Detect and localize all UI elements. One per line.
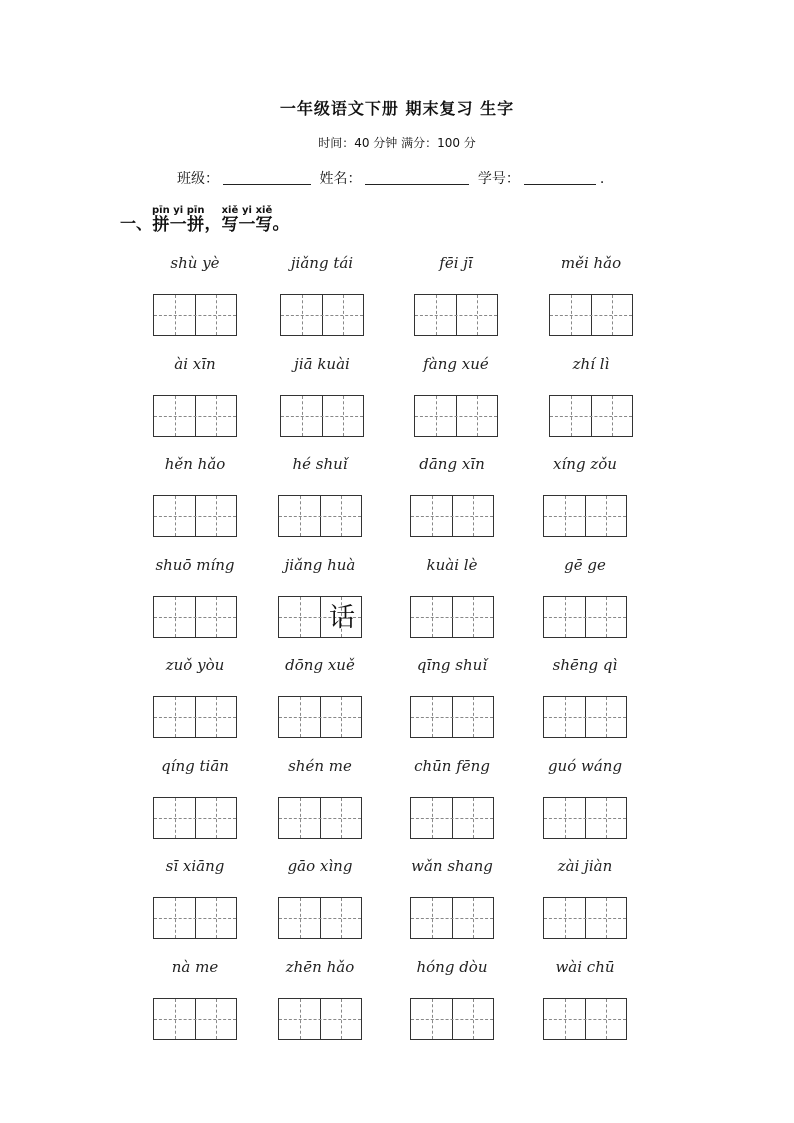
pinyin-prompt: gē ge [564,556,606,574]
pinyin-prompt: jiā kuài [294,355,350,373]
pinyin-prompt: ài xīn [174,355,216,373]
id-label: 学号： [477,171,520,187]
guide-line [154,818,236,819]
pinyin-prompt: shù yè [170,254,220,272]
pinyin-prompt: xíng zǒu [553,455,617,473]
section-number: 一、 [120,214,153,233]
writing-box[interactable] [414,294,498,336]
guide-line [279,918,361,919]
ruby-word: xiě 写 [255,205,273,235]
guide-line [544,617,626,618]
writing-box[interactable] [543,998,627,1040]
pinyin-prompt: zuǒ yòu [165,656,225,674]
guide-line [550,315,632,316]
pinyin-prompt: zhēn hǎo [285,958,355,976]
guide-line [544,818,626,819]
pinyin-prompt: kuài lè [426,556,478,574]
pinyin-prompt: shēng qì [552,656,618,674]
writing-box[interactable] [278,495,362,537]
guide-line [415,416,497,417]
writing-box[interactable] [410,897,494,939]
guide-line [411,717,493,718]
filled-character: 话 [328,603,355,633]
writing-box[interactable] [153,696,237,738]
pinyin-prompt: fàng xué [423,355,489,373]
pinyin-prompt: guó wáng [547,757,623,775]
writing-box[interactable] [414,395,498,437]
pinyin-prompt: sī xiāng [165,857,225,875]
writing-box[interactable] [278,797,362,839]
writing-box[interactable] [543,696,627,738]
writing-box[interactable] [543,596,627,638]
writing-box[interactable] [410,998,494,1040]
class-label: 班级： [177,171,219,187]
guide-line [154,617,236,618]
ruby-word: xiě 写 [221,205,239,235]
guide-line [154,315,236,316]
writing-box[interactable] [410,596,494,638]
pinyin-prompt: zhí lì [572,355,610,373]
writing-box[interactable] [153,596,237,638]
guide-line [154,416,236,417]
writing-box[interactable] [410,696,494,738]
pinyin-prompt: fēi jī [439,254,473,272]
guide-line [544,1019,626,1020]
writing-box[interactable] [153,897,237,939]
guide-line [544,516,626,517]
writing-box[interactable] [153,294,237,336]
writing-box[interactable] [543,897,627,939]
writing-box[interactable] [549,395,633,437]
guide-line [279,1019,361,1020]
pinyin-prompt: dāng xīn [419,455,485,473]
guide-line [154,717,236,718]
writing-box[interactable] [543,495,627,537]
ruby-word: pīn 拼 [152,205,170,235]
student-info-row [177,168,604,188]
writing-box[interactable] [153,495,237,537]
exam-info: 时间：40 分钟 满分：100 分 [318,136,476,150]
section-heading [120,206,289,234]
guide-line [281,315,363,316]
writing-box[interactable] [278,696,362,738]
ruby-word: pīn 拼 [186,205,205,235]
guide-line [411,818,493,819]
guide-line [154,516,236,517]
writing-box[interactable] [278,998,362,1040]
pinyin-prompt: jiǎng huà [284,556,356,574]
page-title: 一年级语文下册 期末复习 生字 [279,99,515,118]
guide-line [411,516,493,517]
writing-box[interactable] [153,395,237,437]
writing-box[interactable] [278,897,362,939]
pinyin-prompt: nà me [171,958,219,976]
pinyin-prompt: wài chū [555,958,615,976]
pinyin-prompt: hé shuǐ [292,455,348,473]
guide-line [415,315,497,316]
guide-line [279,516,361,517]
pinyin-prompt: shén me [288,757,352,775]
pinyin-prompt: qíng tiān [161,757,229,775]
pinyin-prompt: wǎn shang [411,857,493,875]
pinyin-prompt: hóng dòu [416,958,488,976]
pinyin-prompt: gāo xìng [287,857,353,875]
ruby-word: yi 一 [169,205,187,235]
pinyin-prompt: zài jiàn [557,857,613,875]
writing-box[interactable] [280,294,364,336]
pinyin-prompt: chūn fēng [414,757,490,775]
guide-line [550,416,632,417]
guide-line [154,1019,236,1020]
pinyin-prompt: shuō míng [155,556,235,574]
pinyin-prompt: jiǎng tái [290,254,354,272]
writing-box[interactable] [543,797,627,839]
guide-line [279,717,361,718]
name-field[interactable] [365,170,469,185]
pinyin-prompt: qīng shuǐ [416,656,488,674]
guide-line [544,918,626,919]
pinyin-prompt: měi hǎo [560,254,622,272]
guide-line [411,918,493,919]
guide-line [544,717,626,718]
period: 。 [272,214,290,234]
info-end: . [599,171,605,187]
writing-box[interactable] [153,998,237,1040]
pinyin-prompt: dōng xuě [285,656,355,674]
writing-box[interactable] [153,797,237,839]
ruby-word: yi 一 [238,205,256,235]
writing-box[interactable] [549,294,633,336]
writing-box[interactable] [410,797,494,839]
guide-line [279,818,361,819]
guide-line [411,1019,493,1020]
comma: ， [204,214,222,234]
guide-line [154,918,236,919]
student-id-field[interactable] [524,170,596,185]
writing-box[interactable] [280,395,364,437]
pinyin-prompt: hěn hǎo [164,455,226,473]
guide-line [411,617,493,618]
writing-box[interactable] [278,596,362,638]
class-field[interactable] [223,170,311,185]
guide-line [281,416,363,417]
writing-box[interactable] [410,495,494,537]
name-label: 姓名： [319,171,362,187]
